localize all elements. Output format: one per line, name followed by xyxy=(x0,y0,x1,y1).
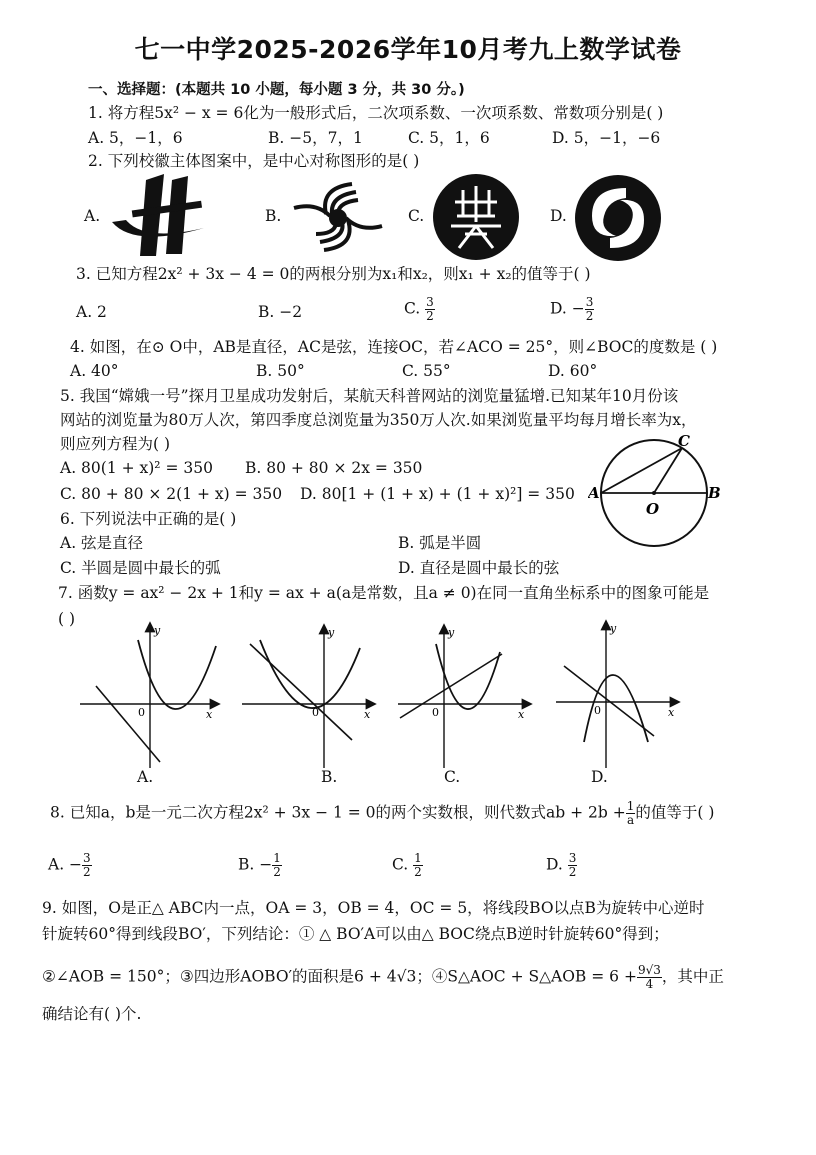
svg-text:y: y xyxy=(154,624,161,637)
q2-label-a: A. xyxy=(84,207,101,225)
q1-option-b: B. −5，7，1 xyxy=(268,129,363,147)
q8-option-a: A. − $\frac{3}{2}$ xyxy=(48,851,91,879)
center-point xyxy=(652,491,656,495)
emblem-b-image xyxy=(286,178,392,256)
point-b-label: B xyxy=(708,484,721,502)
frac-den: 2 xyxy=(585,309,594,323)
svg-text:0: 0 xyxy=(432,706,439,719)
q5-option-b: B. 80 + 80 × 2x = 350 xyxy=(245,459,423,477)
svg-text:x: x xyxy=(518,708,525,721)
svg-text:x: x xyxy=(206,708,213,721)
q3-option-a: A. 2 xyxy=(76,303,107,321)
q3-option-b: B. −2 xyxy=(258,303,303,321)
q2-label-b: B. xyxy=(265,207,282,225)
q7-label-d: D. xyxy=(591,768,608,786)
q7-graph-b xyxy=(240,622,380,770)
point-a-label: A xyxy=(588,484,600,502)
q3-option-d: D. − $\frac{3}{2}$ xyxy=(550,295,594,323)
svg-text:x: x xyxy=(364,708,371,721)
q6-option-c: C. 半圆是圆中最长的弧 xyxy=(60,559,221,577)
q9-line1: 9. 如图，O是正△ ABC内一点，OA = 3，OB = 4，OC = 5，将线段BO以点B为旋转中心逆时 xyxy=(42,899,705,917)
q5-line3: 则应列方程为( ) xyxy=(60,435,171,453)
q9-line3: ②∠AOB = 150°；③四边形AOBO′的面积是6 + 4√3；④S△AOC + S△AOB = 6 + $\frac{9√3}{4}$ ，其中正 xyxy=(42,963,724,991)
q1-option-c: C. 5，1，6 xyxy=(408,129,490,147)
svg-text:y: y xyxy=(448,626,455,639)
q7-graph-c xyxy=(396,622,536,770)
emblem-d-image xyxy=(574,174,662,262)
q5-line2: 网站的浏览量为80万人次，第四季度总浏览量为350万人次.如果浏览量平均每月增长率为x， xyxy=(60,411,697,429)
q4-stem: 4. 如图，在⊙ O中，AB是直径，AC是弦，连接OC，若∠ACO = 25°，则∠BOC的度数是 ( ) xyxy=(70,338,718,356)
q2-stem: 2. 下列校徽主体图案中，是中心对称图形的是( ) xyxy=(88,152,420,170)
q6-option-b: B. 弧是半圆 xyxy=(398,534,482,552)
page-title: 七一中学2025-2026学年10月考九上数学试卷 xyxy=(134,35,682,64)
q6-option-d: D. 直径是圆中最长的弦 xyxy=(398,559,560,577)
q6-option-a: A. 弦是直径 xyxy=(60,534,144,552)
q1-option-a: A. 5，−1，6 xyxy=(88,129,183,147)
svg-text:0: 0 xyxy=(594,704,601,717)
svg-text:y: y xyxy=(610,622,617,635)
frac-num: 3 xyxy=(426,295,434,309)
chord-ac xyxy=(601,448,682,493)
emblem-a-image xyxy=(104,172,216,260)
frac-den: 4 xyxy=(645,977,654,991)
q5-option-d: D. 80[1 + (1 + x) + (1 + x)²] = 350 xyxy=(300,485,575,503)
q9-line2: 针旋转60°得到线段BO′，下列结论：① △ BO′A可以由△ BOC绕点B逆时针旋转60°得到； xyxy=(42,925,669,943)
q7-label-b: B. xyxy=(321,768,338,786)
q4-option-c: C. 55° xyxy=(402,362,451,380)
q8-option-c: C. $\frac{1}{2}$ xyxy=(392,851,422,879)
q9-line4: 确结论有( )个. xyxy=(42,1005,142,1023)
q1-stem: 1. 将方程5x² − x = 6化为一般形式后，二次项系数、一次项系数、常数项分别是( ) xyxy=(88,104,664,122)
q2-label-d: D. xyxy=(550,207,567,225)
svg-text:0: 0 xyxy=(138,706,145,719)
q7-label-a: A. xyxy=(137,768,154,786)
frac-num: 9√3 xyxy=(637,963,661,977)
q5-option-a: A. 80(1 + x)² = 350 xyxy=(60,459,213,477)
q8-option-b: B. − $\frac{1}{2}$ xyxy=(238,851,281,879)
point-o-label: O xyxy=(646,500,660,518)
q3-option-c: C. $\frac{3}{2}$ xyxy=(404,295,434,323)
q7-label-c: C. xyxy=(444,768,461,786)
point-c-label: C xyxy=(678,432,690,450)
q4-option-b: B. 50° xyxy=(256,362,305,380)
q8-stem: 8. 已知a，b是一元二次方程2x² + 3x − 1 = 0的两个实数根，则代数式ab + 2b + $\frac{1}{a}$ 的值等于( ) xyxy=(50,799,715,827)
q6-stem: 6. 下列说法中正确的是( ) xyxy=(60,510,237,528)
q7-line1: 7. 函数y = ax² − 2x + 1和y = ax + a(a是常数，且a ≠ 0)在同一直角坐标系中的图象可能是 xyxy=(58,584,710,602)
section-heading: 一、选择题：(本题共 10 小题，每小题 3 分，共 30 分。) xyxy=(88,82,465,98)
q2-label-c: C. xyxy=(408,207,425,225)
svg-text:x: x xyxy=(668,706,675,719)
q7-line2: ( ) xyxy=(58,610,76,628)
q7-graph-a xyxy=(78,620,223,770)
frac-den: a xyxy=(626,813,635,827)
svg-text:y: y xyxy=(328,626,335,639)
q4-option-d: D. 60° xyxy=(548,362,598,380)
frac-num: 3 xyxy=(585,295,594,309)
svg-text:0: 0 xyxy=(312,706,319,719)
circle-figure xyxy=(588,432,728,552)
q5-option-c: C. 80 + 80 × 2(1 + x) = 350 xyxy=(60,485,283,503)
q7-graph-d xyxy=(554,618,684,770)
q1-option-d: D. 5，−1，−6 xyxy=(552,129,661,147)
q8-option-d: D. $\frac{3}{2}$ xyxy=(546,851,577,879)
q3-stem: 3. 已知方程2x² + 3x − 4 = 0的两根分别为x₁和x₂，则x₁ + x₂的值等于( ) xyxy=(76,265,591,283)
q5-line1: 5. 我国“嫦娥一号”探月卫星成功发射后，某航天科普网站的浏览量猛增.已知某年10月份该 xyxy=(60,387,679,405)
frac-den: 2 xyxy=(426,309,434,323)
frac-num: 1 xyxy=(626,799,635,813)
q4-option-a: A. 40° xyxy=(70,362,119,380)
emblem-c-image xyxy=(431,172,521,262)
